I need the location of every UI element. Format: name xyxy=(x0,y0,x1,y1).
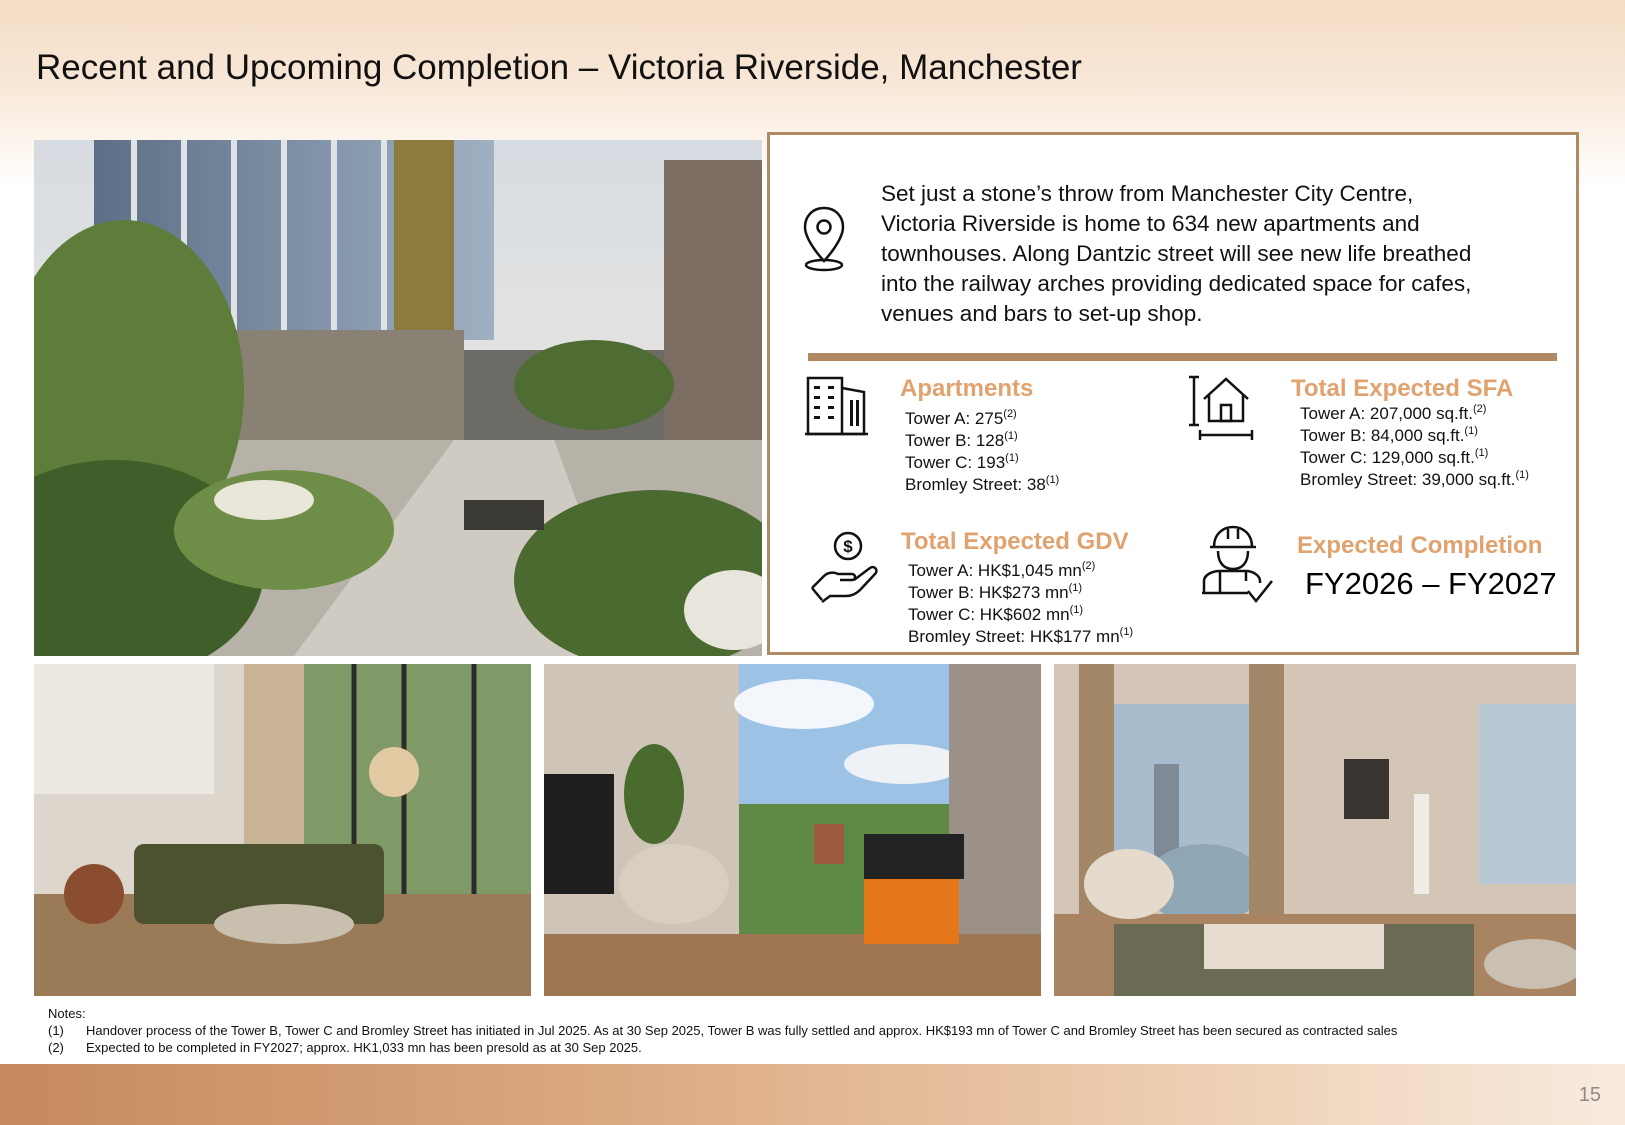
gdv-list xyxy=(908,560,1133,648)
completion-value: FY2026 – FY2027 xyxy=(1305,566,1557,601)
living-room-photo xyxy=(34,664,531,996)
sfa-list xyxy=(1300,403,1529,491)
list-item: Tower C: HK$602 $mn^{(1)}$ xyxy=(908,604,1084,624)
list-item: Tower A: 275$^{(2)}$ xyxy=(905,408,1017,428)
list-item: Tower C: 129,000 sq.ft.$^{(1)}$ xyxy=(1300,447,1489,467)
project-info-panel xyxy=(767,132,1579,655)
list-item: Tower B: HK$273 $mn^{(1)}$ xyxy=(908,582,1083,602)
buildings-icon xyxy=(804,374,870,436)
list-item: Bromley Street: HK$177 $mn^{(1)}$ xyxy=(908,626,1134,646)
sfa-title: Total Expected SFA xyxy=(1291,375,1514,402)
list-item: Tower C: 193$^{(1)}$ xyxy=(905,452,1019,472)
bedroom-view-photo xyxy=(544,664,1041,996)
footnote: (2) Expected to be completed in FY2027; approx. HK1,033 mn has been presold as at 30 Sep 2025. xyxy=(48,1040,642,1055)
footnote: (1) Handover process of the Tower B, Tower C and Bromley Street has initiated in Jul 2025. As at 30 Sep 2025, Tower B was fully settled and approx. HK$193 mn of Tower C and Bromley Street has been secured as contracted sales xyxy=(48,1023,1398,1038)
completion-title: Expected Completion xyxy=(1297,532,1543,559)
list-item: Bromley Street: 39,000 sq.ft.$^{(1)}$ xyxy=(1300,469,1529,489)
svg-text:$: $ xyxy=(843,537,853,556)
list-item: Bromley Street: 38$^{(1)}$ xyxy=(905,474,1060,494)
list-item: Tower B: 128$^{(1)}$ xyxy=(905,430,1018,450)
notes-heading: Notes: xyxy=(48,1006,86,1021)
footnotes xyxy=(48,1005,1397,1056)
hand-dollar-icon xyxy=(808,530,884,606)
courtyard-photo xyxy=(34,140,762,656)
list-item: Tower A: 207,000 sq.ft.$^{(2)}$ xyxy=(1300,403,1487,423)
section-divider xyxy=(808,353,1557,361)
footer-band xyxy=(0,1064,1625,1125)
gdv-title: Total Expected GDV xyxy=(901,528,1129,555)
apartments-list xyxy=(905,408,1059,496)
location-pin-icon xyxy=(802,205,846,273)
page-title: Recent and Upcoming Completion – Victoria Riverside, Manchester xyxy=(36,48,1082,87)
lounge-city-view-photo xyxy=(1054,664,1576,996)
page-number: 15 xyxy=(1578,1084,1601,1106)
construction-worker-icon xyxy=(1200,525,1274,605)
house-measure-icon xyxy=(1188,375,1254,441)
list-item: Tower B: 84,000 sq.ft.$^{(1)}$ xyxy=(1300,425,1478,445)
apartments-title: Apartments xyxy=(900,375,1034,402)
project-description: Set just a stone’s throw from Manchester City Centre, Victoria Riverside is home to 634 new apartments and townhouses. Along Dantzic street will see new life breathed into the railway arches providing dedicated space for cafes, venues and bars to set-up shop. xyxy=(881,181,1472,326)
list-item: Tower A: HK$1,045 $mn^{(2)}$ xyxy=(908,560,1096,580)
